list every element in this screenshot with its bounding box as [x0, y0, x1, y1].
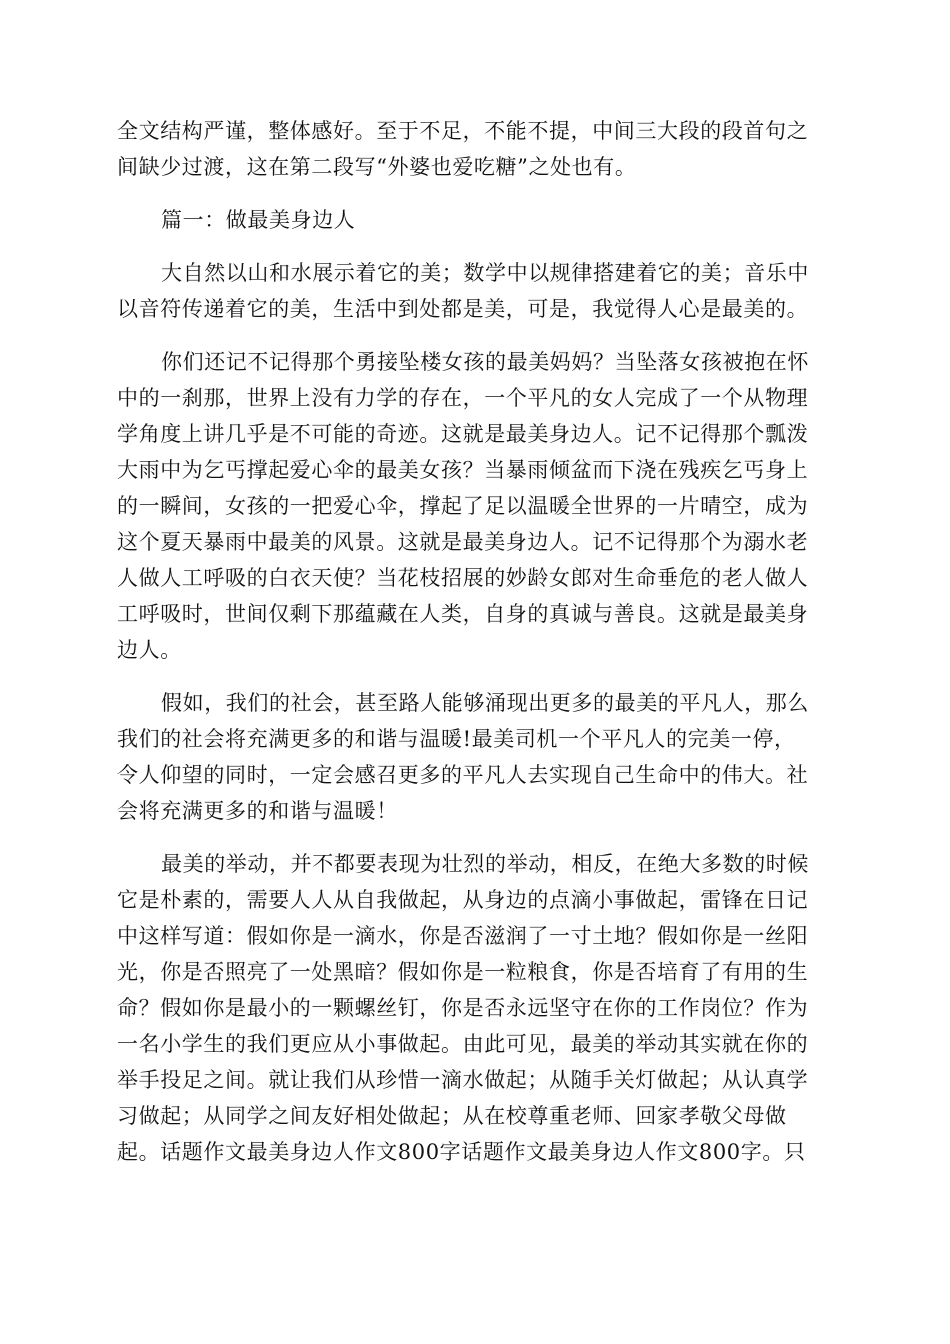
paragraph-examples	[117, 344, 835, 668]
text-line: 学角度上讲几乎是不可能的奇迹。这就是最美身边人。记不记得那个瓢泼	[117, 422, 809, 446]
text-line: 一名小学生的我们更应从小事做起。由此可见，最美的举动其实就在你的	[117, 1032, 809, 1056]
text-line: 它是朴素的，需要人人从自我做起，从身边的点滴小事做起，雷锋在日记	[117, 888, 809, 912]
text-line: 中的一刹那，世界上没有力学的存在，一个平凡的女人完成了一个从物理	[117, 386, 809, 410]
text-line: 人做人工呼吸的白衣天使？当花枝招展的妙龄女郎对生命垂危的老人做人	[117, 566, 809, 590]
text-line: 大自然以山和水展示着它的美；数学中以规律搭建着它的美；音乐中	[161, 261, 809, 285]
heading-line: 篇一：做最美身边人	[161, 208, 356, 232]
text-line: 大雨中为乞丐撑起爱心伞的最美女孩？当暴雨倾盆而下浇在残疾乞丐身上	[117, 458, 809, 482]
text-line: 我们的社会将充满更多的和谐与温暖!最美司机一个平凡人的完美一停，	[117, 727, 796, 751]
text-line: 举手投足之间。就让我们从珍惜一滴水做起；从随手关灯做起；从认真学	[117, 1068, 809, 1092]
text-line: 全文结构严谨，整体感好。至于不足，不能不提，中间三大段的段首句之	[117, 119, 809, 143]
text-line: 中这样写道：假如你是一滴水，你是否滋润了一寸土地？假如你是一丝阳	[117, 924, 809, 948]
text-line: 这个夏天暴雨中最美的风景。这就是最美身边人。记不记得那个为溺水老	[117, 530, 809, 554]
text-line: 你们还记不记得那个勇接坠楼女孩的最美妈妈？当坠落女孩被抱在怀	[161, 350, 809, 374]
text-line: 起。话题作文最美身边人作文800字话题作文最美身边人作文800字。只	[117, 1140, 806, 1164]
text-line: 以音符传递着它的美，生活中到处都是美，可是，我觉得人心是最美的。	[117, 297, 809, 321]
text-line: 假如，我们的社会，甚至路人能够涌现出更多的最美的平凡人，那么	[161, 691, 809, 715]
text-line: 工呼吸时，世间仅剩下那蕴藏在人类，自身的真诚与善良。这就是最美身	[117, 602, 809, 626]
text-line: 的一瞬间，女孩的一把爱心伞，撑起了足以温暖全世界的一片晴空，成为	[117, 494, 809, 518]
text-line: 习做起；从同学之间友好相处做起；从在校尊重老师、回家孝敬父母做	[117, 1104, 787, 1128]
text-line: 间缺少过渡，这在第二段写“外婆也爱吃糖”之处也有。	[117, 155, 637, 179]
paragraph-society	[117, 685, 835, 829]
text-line: 命？假如你是最小的一颗螺丝钉，你是否永远坚守在你的工作岗位？作为	[117, 996, 809, 1020]
text-line: 最美的举动，并不都要表现为壮烈的举动，相反，在绝大多数的时候	[161, 852, 809, 876]
text-line: 边人。	[117, 638, 182, 662]
text-line: 会将充满更多的和谐与温暖！	[117, 799, 398, 823]
text-line: 光，你是否照亮了一处黑暗？假如你是一粒粮食，你是否培育了有用的生	[117, 960, 809, 984]
section-heading	[117, 202, 835, 238]
paragraph-summary	[117, 113, 835, 185]
text-line: 令人仰望的同时，一定会感召更多的平凡人去实现自己生命中的伟大。社	[117, 763, 809, 787]
paragraph-actions	[117, 846, 835, 1170]
document-body	[117, 113, 835, 1187]
paragraph-intro	[117, 255, 835, 327]
